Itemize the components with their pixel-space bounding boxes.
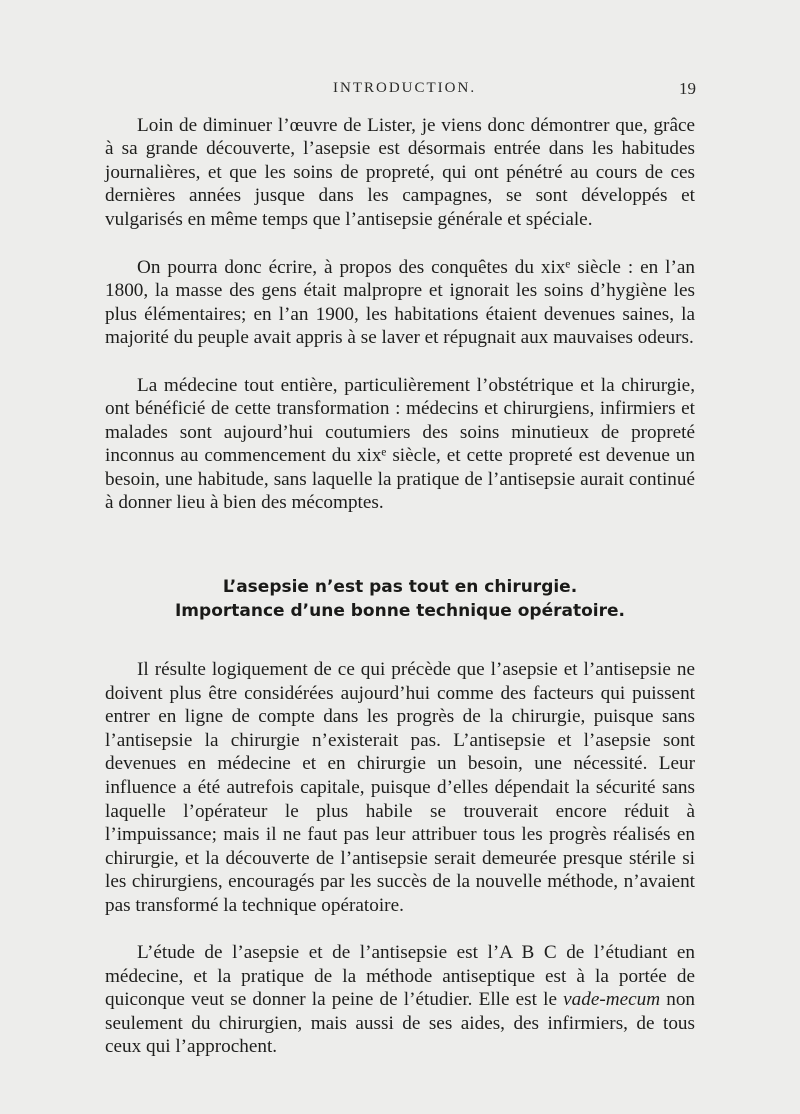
paragraph-5-text-a: L’étude de l’asepsie et de l’antisepsie est l’A B C de l’étudiant en médecine, et la pratique de la méthode antiseptique est à la portée de quiconque veut se donner la peine de l’étudier. Elle est le	[105, 942, 695, 1011]
paragraph-5-text-b: non seulement du chirurgien, mais aussi de ses aides, des infirmiers, de tous ceux qui l’approchent.	[105, 989, 696, 1058]
section-heading-line-2: Importance d’une bonne technique opératoire.	[174, 601, 625, 621]
page-number: 19	[679, 79, 696, 98]
paragraph-3: La médecine tout entière, particulièrement l’obstétrique et la chirurgie, ont bénéficié de cette transformation : médecins et chirurgiens, infirmiers et malades sont aujourd’hui coutumiers des soins minutieux de propreté inconnus au commencement du xixᵉ siècle, et cette propreté est devenue un besoin, une habitude, sans laquelle la pratique de l’antisepsie aurait continué à donner lieu à bien des mécomptes.	[105, 375, 695, 514]
section-heading-line-1: L’asepsie n’est pas tout en chirurgie.	[222, 577, 578, 597]
section-heading	[105, 575, 695, 623]
running-head	[0, 80, 800, 102]
paragraph-5-italic-term: vade-mecum	[563, 989, 661, 1011]
running-title: INTRODUCTION.	[333, 80, 477, 96]
paragraph-2: On pourra donc écrire, à propos des conquêtes du xixᵉ siècle : en l’an 1800, la masse des gens était malpropre et ignorait les soins d’hygiène les plus élémentaires; en l’an 1900, les habitations étaient devenues saines, la majorité du peuple avait appris à se laver et répugnait aux mauvaises odeurs.	[105, 257, 695, 349]
paragraph-1: Loin de diminuer l’œuvre de Lister, je viens donc démontrer que, grâce à sa grande découverte, l’asepsie est désormais entrée dans les habitudes journalières, et que les soins de propreté, qui ont pénétré au cours de ces dernières années jusque dans les campagnes, se sont développés et vulgarisés en même temps que l’antisepsie générale et spéciale.	[105, 115, 695, 230]
paragraph-4: Il résulte logiquement de ce qui précède que l’asepsie et l’antisepsie ne doivent plus être considérées aujourd’hui comme des facteurs qui puissent entrer en ligne de compte dans les progrès de la chirurgie, puisque sans l’antisepsie la chirurgie n’existerait pas. L’antisepsie et l’asepsie sont devenues en médecine et en chirurgie un besoin, une nécessité. Leur influence a été autrefois capitale, puisque d’elles dépendait la sécurité sans laquelle l’opérateur le plus habile se trouverait encore réduit à l’impuissance; mais il ne faut pas leur attribuer tous les progrès réalisés en chirurgie, et la découverte de l’antisepsie serait demeurée presque stérile si les chirurgiens, encouragés par les succès de la nouvelle méthode, n’avaient pas transformé la technique opératoire.	[105, 659, 695, 916]
paragraph-5	[105, 941, 695, 1059]
